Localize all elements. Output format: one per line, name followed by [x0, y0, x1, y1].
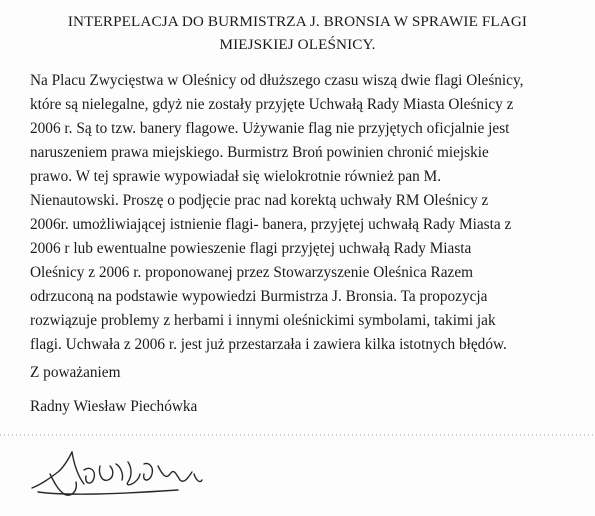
scan-edge-line — [0, 434, 595, 436]
body-line: 2006 r lub ewentualne powieszenie flagi przyjętej uchwałą Rady Miasta — [30, 240, 472, 257]
body-line: które są nielegalne, gdyż nie zostały przyjęte Uchwałą Rady Miasta Oleśnicy z — [30, 96, 514, 113]
closing-salutation: Z poważaniem — [30, 364, 121, 381]
signer-name: Radny Wiesław Piechówka — [30, 398, 198, 415]
body-line: 2006 r. Są to tzw. banery flagowe. Używanie flag nie przyjętych oficjalnie jest — [30, 120, 510, 137]
body-line: odrzuconą na podstawie wypowiedzi Burmistrza J. Bronsia. Ta propozycja — [30, 288, 488, 305]
body-line: prawo. W tej sprawie wypowiadał się wielokrotnie również pan M. — [30, 168, 442, 185]
document-title-line-2: MIEJSKIEJ OLEŚNICY. — [219, 36, 376, 53]
document-title-line-1: INTERPELACJA DO BURMISTRZA J. BRONSIA W SPRAWIE FLAGI — [67, 13, 528, 30]
handwritten-signature — [28, 444, 203, 502]
body-line: naruszeniem prawa miejskiego. Burmistrz Broń powinien chronić miejskie — [30, 144, 489, 161]
body-line: 2006r. umożliwiającej istnienie flagi- banera, przyjętej uchwałą Rady Miasta z — [30, 216, 512, 233]
body-line: flagi. Uchwała z 2006 r. jest już przestarzała i zawiera kilka istotnych błędów. — [30, 336, 507, 353]
body-line: Oleśnicy z 2006 r. proponowanej przez Stowarzyszenie Oleśnica Razem — [30, 264, 474, 281]
body-line: rozwiązuje problemy z herbami i innymi oleśnickimi symbolami, takimi jak — [30, 312, 496, 329]
body-line: Nienautowski. Proszę o podjęcie prac nad korektą uchwały RM Oleśnicy z — [30, 192, 489, 209]
body-line: Na Placu Zwycięstwa w Oleśnicy od dłuższego czasu wiszą dwie flagi Oleśnicy, — [30, 72, 524, 89]
